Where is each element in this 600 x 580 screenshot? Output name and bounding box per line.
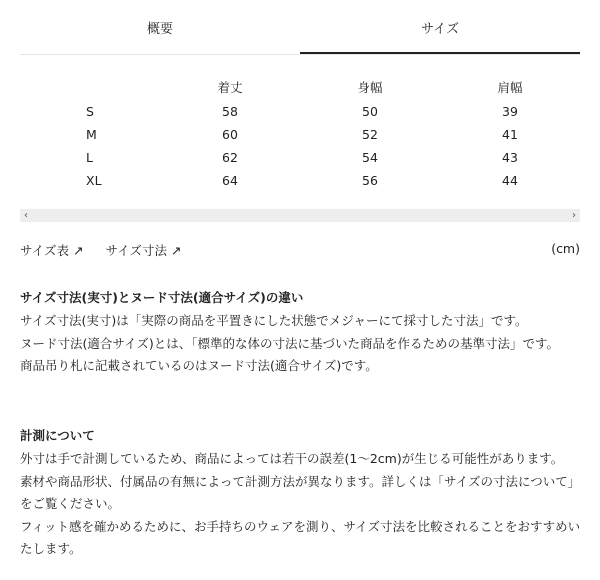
unit-label: (cm) [551, 241, 580, 256]
paragraph: 素材や商品形状、付属品の有無によって計測方法が異なります。詳しくは「サイズの寸法について」をご覧ください。 [20, 473, 581, 511]
size-value: 44 [502, 173, 518, 188]
tab-bar [20, 0, 580, 55]
section-heading: 計測について [20, 428, 95, 443]
scroll-right-icon[interactable]: › [572, 210, 576, 221]
size-value: 52 [362, 127, 378, 142]
paragraph: サイズ寸法(実寸)は「実際の商品を平置きにした状態でメジャーにて採寸した寸法」です。 [20, 313, 528, 328]
size-value: 39 [502, 104, 518, 119]
size-value: 54 [362, 150, 378, 165]
column-header [20, 74, 160, 100]
section-heading: サイズ寸法(実寸)とヌード寸法(適合サイズ)の違い [20, 290, 304, 305]
scroll-left-icon[interactable]: ‹ [24, 210, 28, 221]
column-header: 肩幅 [497, 80, 523, 95]
size-value: 60 [222, 127, 238, 142]
size-dimension-link[interactable]: サイズ寸法 ↗ [105, 243, 182, 258]
tab-size[interactable]: サイズ [300, 0, 580, 54]
table-row [20, 169, 580, 192]
paragraph: 商品吊り札に記載されているのはヌード寸法(適合サイズ)です。 [20, 358, 378, 373]
table-header-row [20, 74, 580, 100]
size-label: L [86, 150, 93, 165]
measurement-section [20, 424, 585, 561]
table-row [20, 123, 580, 146]
size-table [20, 74, 580, 192]
size-value: 43 [502, 150, 518, 165]
size-value: 41 [502, 127, 518, 142]
column-header: 身幅 [357, 80, 383, 95]
paragraph: フィット感を確かめるために、お手持ちのウェアを測り、サイズ寸法を比較されることをおすすめいたします。 [20, 518, 581, 556]
horizontal-scrollbar[interactable] [20, 209, 580, 222]
size-chart-link[interactable]: サイズ表 ↗ [20, 243, 84, 258]
table-row [20, 100, 580, 123]
size-links [20, 241, 580, 259]
column-header: 着丈 [217, 80, 243, 95]
table-row [20, 146, 580, 169]
size-value: 56 [362, 173, 378, 188]
paragraph: ヌード寸法(適合サイズ)とは、「標準的な体の寸法に基づいた商品を作るための基準寸法」です。 [20, 335, 560, 351]
size-value: 64 [222, 173, 238, 188]
size-label: M [86, 127, 97, 142]
size-label: S [86, 104, 94, 119]
size-value: 62 [222, 150, 238, 165]
tab-overview[interactable]: 概要 [146, 22, 173, 37]
size-value: 58 [222, 104, 238, 119]
size-difference-section [20, 286, 585, 378]
size-label: XL [86, 173, 102, 188]
paragraph: 外寸は手で計測しているため、商品によっては若干の誤差(1〜2cm)が生じる可能性があります。 [20, 451, 564, 466]
size-value: 50 [362, 104, 378, 119]
